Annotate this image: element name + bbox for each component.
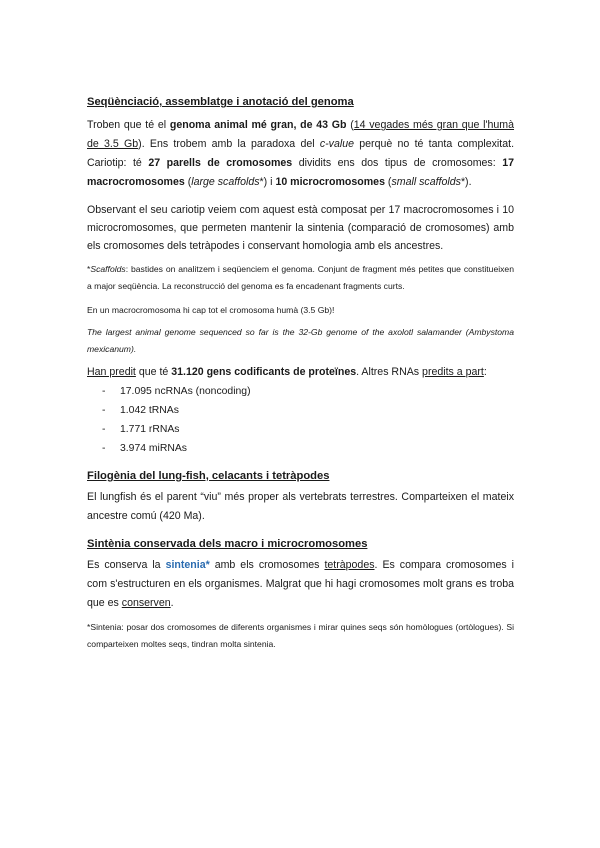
list-item: - 3.974 miRNAs: [87, 439, 514, 458]
bold-text: 31.120 gens codificants de proteïnes: [171, 366, 357, 378]
text: :: [483, 366, 487, 378]
bold-text: 10 microcromosomes: [275, 176, 385, 188]
paragraph-macrochromosome: En un macrocromosoma hi cap tot el cromosoma humà (3.5 Gb)!: [87, 305, 335, 315]
bold-text: 27 parells de cromosomes: [148, 157, 293, 169]
text: Troben que té el: [87, 119, 170, 131]
italic-text: large scaffolds: [191, 176, 260, 188]
rna-list: [87, 382, 514, 458]
underlined-text: tetràpodes: [324, 559, 375, 571]
text: *).: [460, 176, 472, 188]
text: The largest animal genome sequenced so far is the 32-Gb genome of the axolotl salamander (: [87, 327, 469, 337]
text: *) i: [259, 176, 276, 188]
footnote-scaffolds: [87, 261, 514, 295]
list-item: - 1.771 rRNAs: [87, 420, 514, 439]
paragraph-synteny: [87, 556, 514, 613]
text: *: [87, 264, 91, 274]
paragraph-gene-prediction: [87, 363, 514, 382]
paragraph-lungfish: El lungfish és el parent “viu” més proper als vertebrats terrestres. Comparteixen el mateix ancestre comú (420 Ma).: [87, 491, 514, 522]
footnote-synteny: *Sintenia: posar dos cromosomes de diferents organismes i mirar quines seqs són homòlogues (ortòlogues). Si comparteixen moltes seqs, tindran molta sintenia.: [87, 622, 514, 649]
text: que té: [135, 366, 172, 378]
section-heading-genome: Seqüènciació, assemblatge i anotació del genoma: [87, 96, 354, 108]
text: dividits ens dos tipus de cromosomes:: [292, 157, 503, 169]
highlighted-term: sintenia*: [165, 559, 210, 571]
document-content: [87, 92, 514, 653]
text: (: [184, 176, 192, 188]
underlined-text: conserven: [121, 597, 171, 609]
text: perquè no té tanta complexitat. Cariotip: té: [87, 138, 515, 169]
bold-text: 17 macrocromosomes: [87, 157, 515, 188]
text: (: [384, 176, 392, 188]
section-heading-synteny: Sintènia conservada dels macro i microcromosomes: [87, 538, 368, 550]
underlined-text: predits a part: [422, 366, 484, 378]
text: ).: [130, 344, 137, 354]
list-item: - 1.042 tRNAs: [87, 401, 514, 420]
text: . Es compara cromosomes i com s'estructuren en els organismes. Malgrat que hi hagi cromosomes molt grans es troba que es: [87, 559, 514, 609]
paragraph-axolotl: [87, 324, 514, 358]
text: (: [346, 119, 354, 131]
italic-text: c-value: [319, 138, 355, 150]
text: amb els cromosomes: [209, 559, 325, 571]
text: Es conserva la: [87, 559, 166, 571]
text: ). Ens trobem amb la paradoxa del: [138, 138, 320, 150]
paragraph-karyotype: Observant el seu cariotip veiem com aquest està composat per 17 macrocromosomes i 10 microcromosomes, que permeten mantenir la sintenia (comparació de cromosomes) amb els cromosomes dels tetràpodes i conservant homologia amb els ancestres.: [87, 204, 514, 252]
text: : bastides on analitzem i seqüenciem el genoma. Conjunt de fragment més petites que constitueixen a major seqüència. La reconstrucció del genoma es fa encadenant fragments curts.: [87, 264, 514, 291]
italic-text: small scaffolds: [391, 176, 461, 188]
text: .: [170, 597, 174, 609]
text: . Altres RNAs: [356, 366, 423, 378]
underlined-text: 14 vegades més gran que l'humà de 3.5 Gb: [87, 119, 515, 150]
underlined-text: Han predit: [87, 366, 136, 378]
paragraph-genome-size: [87, 116, 514, 192]
section-heading-phylogeny: Filogènia del lung-fish, celacants i tetràpodes: [87, 470, 330, 482]
italic-text: Scaffolds: [90, 264, 126, 274]
list-item: - 17.095 ncRNAs (noncoding): [87, 382, 514, 401]
bold-text: genoma animal mé gran, de 43 Gb: [169, 119, 347, 131]
italic-text: Ambystoma mexicanum: [87, 327, 514, 354]
